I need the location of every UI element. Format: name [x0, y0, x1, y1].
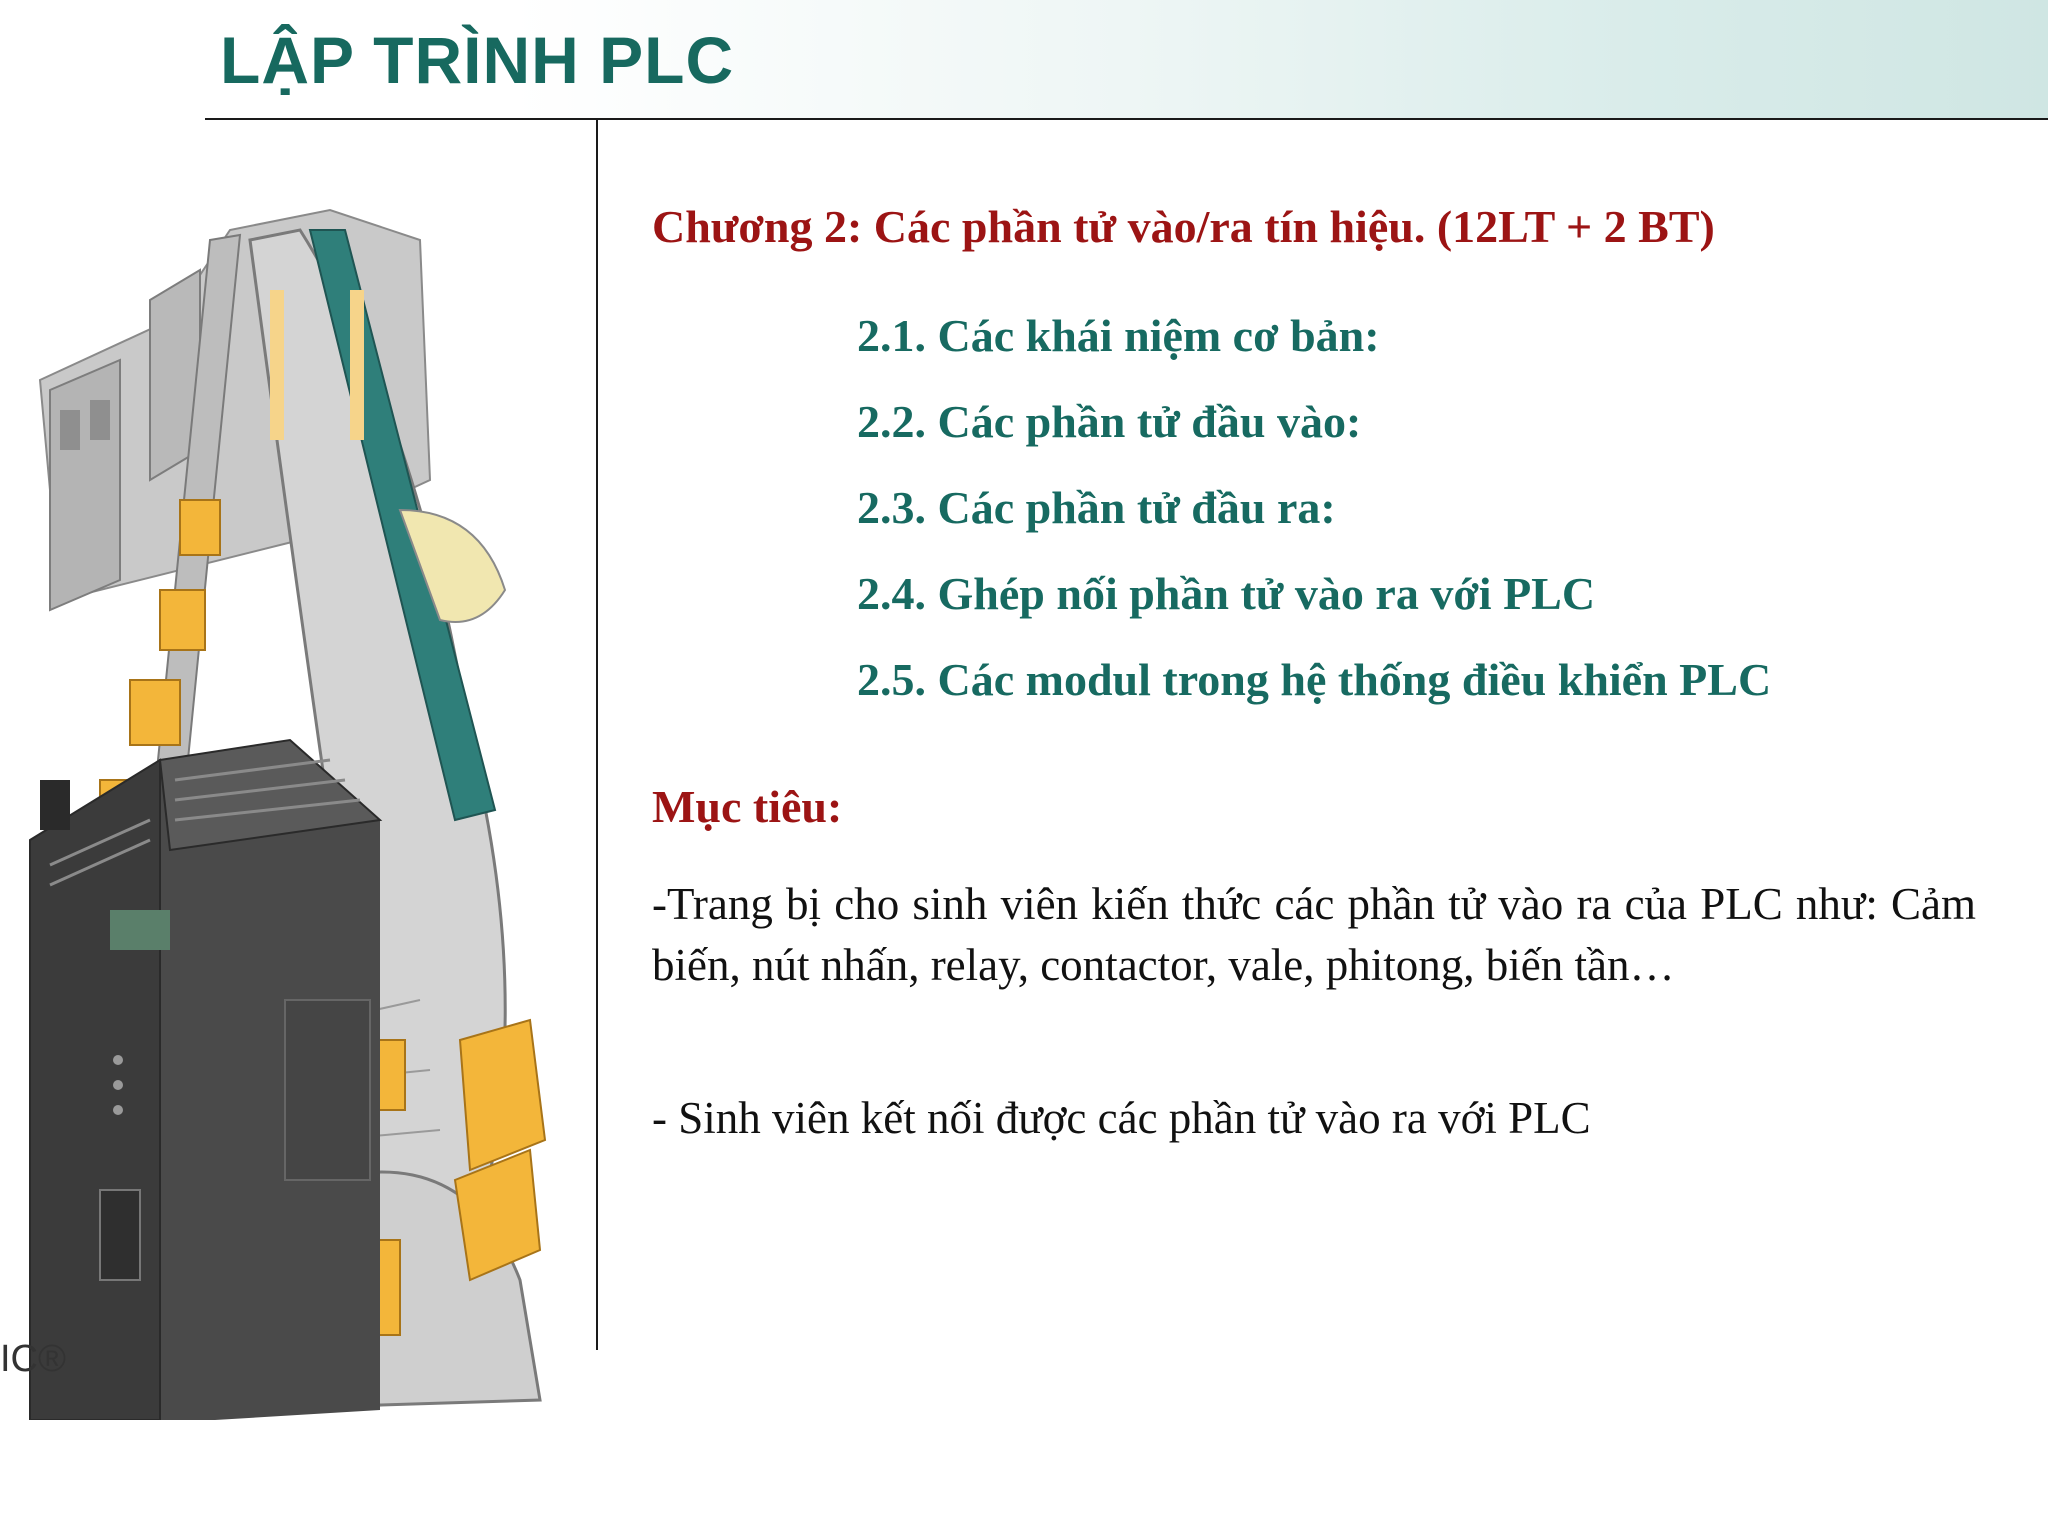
page-title: LẬP TRÌNH PLC: [220, 23, 735, 97]
siemens-logo-fragment: IC®: [0, 1338, 66, 1380]
objective-heading: Mục tiêu:: [652, 781, 843, 832]
section-item: 2.2. Các phần tử đầu vào:: [857, 396, 1362, 447]
section-item: 2.5. Các modul trong hệ thống điều khiển PLC: [857, 654, 1772, 705]
plc-conveyor-illustration: [0, 120, 596, 1420]
chapter-heading: Chương 2: Các phần tử vào/ra tín hiệu. (12LT + 2 BT): [652, 201, 1715, 252]
objective-item: -Trang bị cho sinh viên kiến thức các phần tử vào ra của PLC như: Cảm biến, nút nhấn, relay, contactor, vale, phitong, biến tần…: [652, 879, 1976, 990]
objective-item: - Sinh viên kết nối được các phần tử vào ra với PLC: [652, 1093, 1591, 1143]
section-item: 2.4. Ghép nối phần tử vào ra với PLC: [857, 568, 1596, 619]
section-list: [857, 298, 1771, 728]
section-item: 2.3. Các phần tử đầu ra:: [857, 482, 1336, 533]
vertical-divider: [596, 120, 598, 1350]
section-item: 2.1. Các khái niệm cơ bản:: [857, 310, 1380, 361]
